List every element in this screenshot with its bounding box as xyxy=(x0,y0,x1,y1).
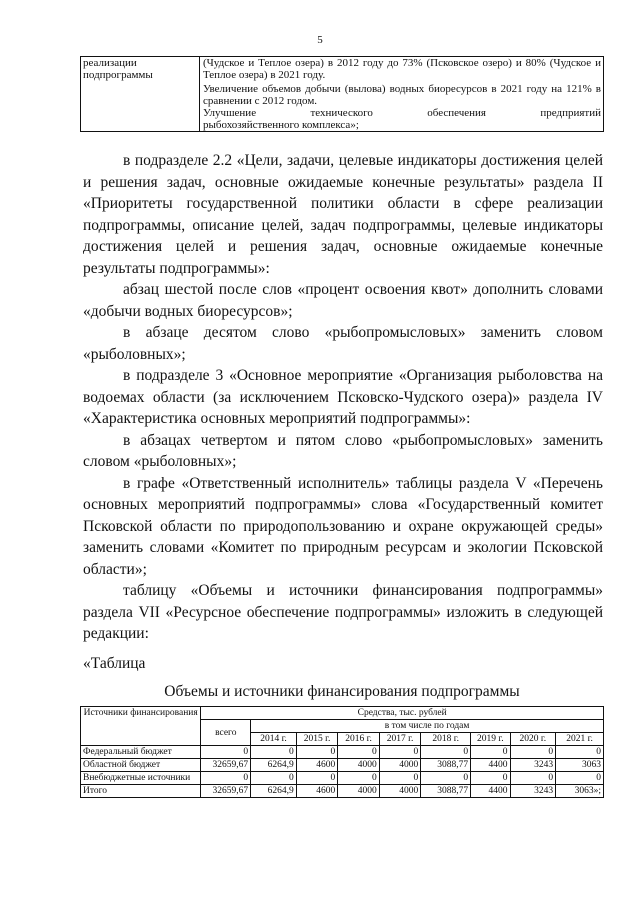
cell-value: 0 xyxy=(510,772,556,785)
year-header: 2019 г. xyxy=(471,733,510,746)
word: обеспечения xyxy=(427,107,486,119)
cell-value: 4600 xyxy=(296,785,338,798)
cell-value: 0 xyxy=(338,746,380,759)
cell-value: 0 xyxy=(421,772,471,785)
header-by-year: в том числе по годам xyxy=(251,720,604,733)
table-caption-label: «Таблица xyxy=(83,654,146,672)
paragraph: в подразделе 2.2 «Цели, задачи, целевые индикаторы достижения целей и решения задач, основные ожидаемые конечные результаты» раздела II «Приоритеты государственной политики области в сфере реализации подпрограммы, описание целей, задач подпрограммы, целевые индикаторы достижения целей и решения задач, основные ожидаемые конечные результаты подпрограммы»: xyxy=(83,152,603,277)
year-header: 2020 г. xyxy=(510,733,556,746)
row-label: Федеральный бюджет xyxy=(81,746,201,759)
cell-value: 0 xyxy=(556,746,604,759)
cell-value: 0 xyxy=(338,772,380,785)
row-label: Областной бюджет xyxy=(81,759,201,772)
table-content-cell xyxy=(200,57,604,132)
year-header: 2017 г. xyxy=(379,733,421,746)
paragraph: в абзаце десятом слово «рыбопромысловых» заменить словом «рыболовных»; xyxy=(83,324,603,363)
table-row xyxy=(81,772,604,785)
cell-value: 6264,9 xyxy=(251,759,297,772)
document-body xyxy=(83,150,603,674)
financing-table xyxy=(80,706,604,798)
cell-value: 3088,77 xyxy=(421,759,471,772)
year-header: 2014 г. xyxy=(251,733,297,746)
row-label: Итого xyxy=(81,785,201,798)
table-row-total xyxy=(81,785,604,798)
target-text-2: Увеличение объемов добычи (вылова) водных биоресурсов в 2021 году на 121% в сравнении с 2012 годом. xyxy=(203,83,601,107)
header-total: всего xyxy=(201,720,251,746)
cell-value: 6264,9 xyxy=(251,785,297,798)
cell-value: 3243 xyxy=(510,759,556,772)
target-text-1: (Чудское и Теплое озера) в 2012 году до 73% (Псковское озеро) и 80% (Чудское и Теплое озера) в 2021 году. xyxy=(203,57,601,81)
target-text-3-line xyxy=(203,107,601,119)
paragraph: абзац шестой после слов «процент освоения квот» дополнить словами «добычи водных биоресурсов»; xyxy=(83,281,603,320)
cell-value: 4400 xyxy=(471,785,510,798)
cell-value: 0 xyxy=(556,772,604,785)
cell-value: 0 xyxy=(379,772,421,785)
word: Улучшение xyxy=(203,107,257,119)
cell-value: 0 xyxy=(421,746,471,759)
cell-value: 3063 xyxy=(556,759,604,772)
page-number: 5 xyxy=(317,34,323,46)
cell-value: 0 xyxy=(296,746,338,759)
cell-value: 3063»; xyxy=(556,785,604,798)
cell-value: 0 xyxy=(379,746,421,759)
table-label-cell: реализации подпрограммы xyxy=(81,57,200,132)
table-row xyxy=(81,759,604,772)
top-continuation-table xyxy=(80,56,604,132)
cell-value: 4000 xyxy=(379,759,421,772)
cell-value: 0 xyxy=(251,746,297,759)
word: предприятий xyxy=(540,107,601,119)
cell-value: 0 xyxy=(510,746,556,759)
cell-total: 32659,67 xyxy=(201,759,251,772)
cell-value: 4000 xyxy=(379,785,421,798)
year-header: 2015 г. xyxy=(296,733,338,746)
cell-value: 3243 xyxy=(510,785,556,798)
paragraph: таблицу «Объемы и источники финансирования подпрограммы» раздела VII «Ресурсное обеспечение подпрограммы» изложить в следующей редакции: xyxy=(83,582,603,642)
paragraph: в подразделе 3 «Основное мероприятие «Организация рыболовства на водоемах области (за исключением Псковско-Чудского озера)» раздела IV «Характеристика основных мероприятий подпрограммы»: xyxy=(83,367,603,427)
year-header: 2016 г. xyxy=(338,733,380,746)
cell-value: 0 xyxy=(471,772,510,785)
cell-total: 0 xyxy=(201,746,251,759)
paragraph: в графе «Ответственный исполнитель» таблицы раздела V «Перечень основных мероприятий подпрограммы» слова «Государственный комитет Псковской области по природопользованию и охране окружающей среды» заменить словами «Комитет по природным ресурсам и экологии Псковской области»; xyxy=(83,474,603,578)
cell-value: 0 xyxy=(296,772,338,785)
target-text-3-tail: рыбохозяйственного комплекса»; xyxy=(203,119,359,131)
year-header: 2021 г. xyxy=(556,733,604,746)
cell-value: 4000 xyxy=(338,759,380,772)
word: технического xyxy=(310,107,373,119)
header-funds: Средства, тыс. рублей xyxy=(201,707,604,720)
row-label: Внебюджетные источники xyxy=(81,772,201,785)
cell-total: 32659,67 xyxy=(201,785,251,798)
cell-value: 0 xyxy=(471,746,510,759)
cell-value: 4400 xyxy=(471,759,510,772)
year-header: 2018 г. xyxy=(421,733,471,746)
cell-value: 4000 xyxy=(338,785,380,798)
cell-value: 4600 xyxy=(296,759,338,772)
header-source: Источники финансирования xyxy=(81,707,201,746)
table-header-row xyxy=(81,707,604,720)
cell-value: 0 xyxy=(251,772,297,785)
paragraph: в абзацах четвертом и пятом слово «рыбопромысловых» заменить словом «рыболовных»; xyxy=(83,431,603,470)
cell-total: 0 xyxy=(201,772,251,785)
table-title: Объемы и источники финансирования подпрограммы xyxy=(164,683,520,700)
table-row xyxy=(81,746,604,759)
cell-value: 3088,77 xyxy=(421,785,471,798)
